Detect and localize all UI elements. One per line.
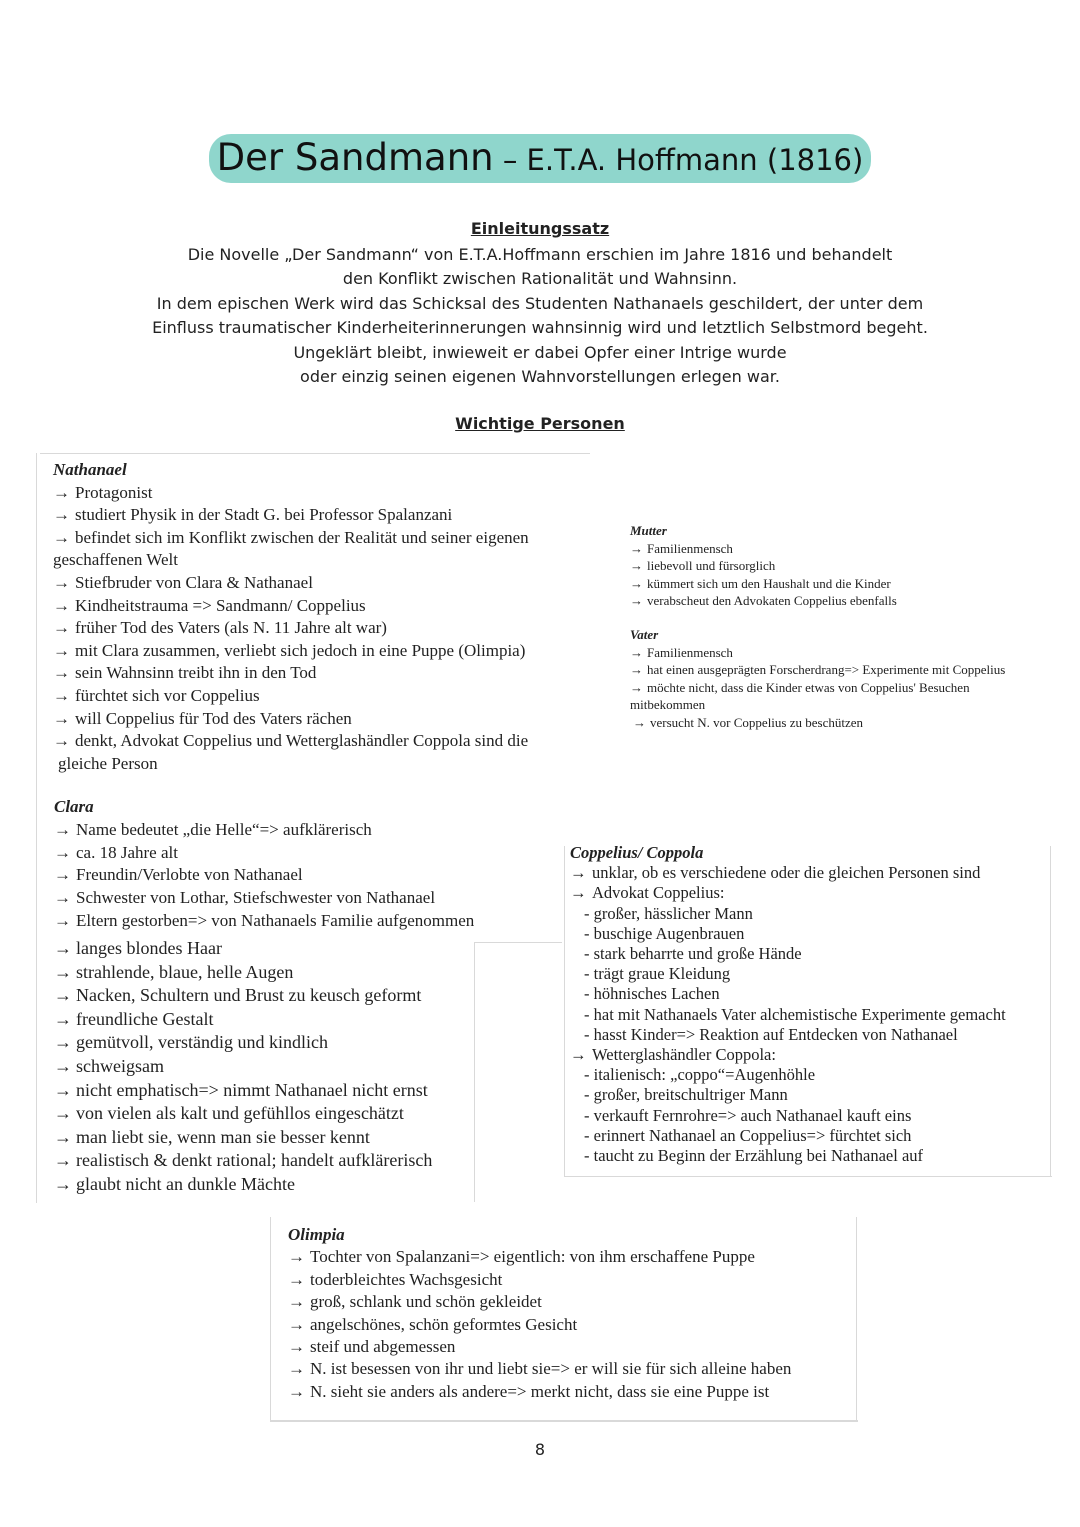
arrow-icon: → — [288, 1247, 305, 1267]
list-item: → will Coppelius für Tod des Vaters rächen — [53, 708, 529, 731]
sub-item: - erinnert Nathanael an Coppelius=> fürchtet sich — [584, 1125, 912, 1145]
arrow-icon: → — [630, 644, 643, 660]
arrow-icon: → — [54, 1079, 72, 1100]
nathanael-heading: Nathanael — [53, 460, 127, 479]
sub-item: - großer, breitschultriger Mann — [584, 1085, 788, 1105]
arrow-icon: → — [54, 1103, 72, 1124]
page-number: 8 — [534, 1440, 546, 1459]
intro-heading: Einleitungssatz — [470, 219, 610, 238]
list-item: → freundliche Gestalt — [54, 1008, 432, 1032]
list-item: → versucht N. vor Coppelius zu beschützen — [633, 714, 864, 730]
sub-item: - verkauft Fernrohre=> auch Nathanael kauft eins — [584, 1105, 912, 1125]
intro-line: den Konflikt zwischen Rationalität und Wahnsinn. — [342, 269, 738, 289]
list-item: → schweigsam — [54, 1055, 432, 1079]
list-item-continuation: mitbekommen — [630, 697, 706, 712]
box-border — [270, 1217, 271, 1422]
list-item: → Schwester von Lothar, Stiefschwester von Nathanael — [54, 887, 474, 910]
arrow-icon: → — [53, 572, 70, 592]
arrow-icon: → — [570, 883, 587, 903]
arrow-icon: → — [54, 1008, 72, 1029]
arrow-icon: → — [288, 1337, 305, 1357]
clara-section — [54, 796, 474, 933]
arrow-icon: → — [633, 714, 646, 730]
list-item: → langes blondes Haar — [54, 937, 432, 961]
olimpia-heading: Olimpia — [288, 1225, 345, 1244]
box-border — [270, 1420, 858, 1422]
box-border — [564, 846, 565, 1176]
arrow-icon: → — [54, 910, 71, 930]
list-item-continuation: gleiche Person — [58, 753, 158, 773]
box-border — [856, 1217, 857, 1422]
clara-heading: Clara — [54, 797, 94, 816]
arrow-icon: → — [53, 595, 70, 615]
list-item: → strahlende, blaue, helle Augen — [54, 961, 432, 985]
sub-item: - taucht zu Beginn der Erzählung bei Nathanael auf — [584, 1146, 924, 1166]
vater-section — [630, 626, 1005, 731]
box-border — [474, 942, 475, 1202]
sub-item: - hasst Kinder=> Reaktion auf Entdecken von Nathanael — [584, 1024, 958, 1044]
list-item: → kümmert sich um den Haushalt und die Kinder — [630, 575, 891, 591]
coppelius-section — [570, 843, 1006, 1166]
arrow-icon: → — [570, 863, 587, 883]
mutter-heading: Mutter — [630, 523, 667, 538]
list-item: → von vielen als kalt und gefühllos eingeschätzt — [54, 1102, 432, 1126]
list-item: → Tochter von Spalanzani=> eigentlich: von ihm erschaffene Puppe — [288, 1246, 791, 1268]
arrow-icon: → — [54, 1173, 72, 1194]
arrow-icon: → — [53, 731, 70, 751]
intro-line: Einfluss traumatischer Kinderheiterinnerungen wahnsinnig wird und letztlich Selbstmord begeht. — [152, 318, 928, 338]
list-item: → Stiefbruder von Clara & Nathanael — [53, 572, 529, 595]
list-item: → Nacken, Schultern und Brust zu keusch geformt — [54, 984, 432, 1008]
arrow-icon: → — [53, 685, 70, 705]
arrow-icon: → — [630, 558, 643, 573]
list-item: → Name bedeutet „die Helle“=> aufklärerisch — [54, 819, 474, 842]
list-item: → Advokat Coppelius: — [570, 883, 725, 903]
olimpia-section — [288, 1224, 791, 1403]
sub-item: - italienisch: „coppo“=Augenhöhle — [584, 1065, 816, 1085]
box-border — [1050, 846, 1051, 1176]
list-item: → liebevoll und fürsorglich — [630, 558, 776, 573]
list-item: → Protagonist — [53, 482, 529, 505]
list-item: → nicht emphatisch=> nimmt Nathanael nicht ernst — [54, 1079, 432, 1103]
list-item: → Familienmensch — [630, 644, 733, 660]
box-border — [564, 1176, 1052, 1177]
arrow-icon: → — [53, 618, 70, 638]
page-title — [0, 134, 1080, 183]
sub-item: - hat mit Nathanaels Vater alchemistische Experimente gemacht — [584, 1004, 1006, 1024]
sub-item: - stark beharrte und große Hände — [584, 944, 802, 964]
sub-item: - höhnisches Lachen — [584, 984, 720, 1004]
list-item: → fürchtet sich vor Coppelius — [53, 685, 529, 708]
list-item: → Wetterglashändler Coppola: — [570, 1045, 776, 1065]
vater-heading: Vater — [630, 627, 659, 642]
sub-item: - trägt graue Kleidung — [584, 964, 731, 984]
arrow-icon: → — [53, 505, 70, 525]
arrow-icon: → — [53, 663, 70, 683]
title-main: Der Sandmann — [216, 136, 494, 179]
arrow-icon: → — [630, 593, 643, 608]
title-highlight — [209, 134, 872, 183]
intro-line: In dem epischen Werk wird das Schicksal des Studenten Nathanaels geschildert, der unter dem — [156, 293, 924, 313]
arrow-icon: → — [54, 1150, 72, 1171]
list-item: → gemütvoll, verständig und kindlich — [54, 1031, 432, 1055]
intro-line: oder einzig seinen eigenen Wahnvorstellungen erlegen war. — [300, 367, 780, 387]
arrow-icon: → — [288, 1314, 305, 1334]
arrow-icon: → — [630, 662, 643, 677]
arrow-icon: → — [288, 1359, 305, 1379]
arrow-icon: → — [288, 1269, 305, 1289]
list-item: → man liebt sie, wenn man sie besser kennt — [54, 1126, 432, 1150]
list-item-continuation: geschaffenen Welt — [53, 550, 178, 570]
list-item: → N. ist besessen von ihr und liebt sie=> er will sie für sich alleine haben — [288, 1358, 791, 1380]
list-item: → Familienmensch — [630, 540, 733, 556]
list-item: → hat einen ausgeprägten Forscherdrang=> Experimente mit Coppelius — [630, 662, 1006, 677]
clara-appearance-section — [54, 937, 432, 1197]
list-item: → befindet sich im Konflikt zwischen der Realität und seiner eigenen — [53, 527, 529, 550]
list-item: → studiert Physik in der Stadt G. bei Professor Spalanzani — [53, 504, 529, 527]
list-item: → sein Wahnsinn treibt ihn in den Tod — [53, 662, 529, 685]
list-item: → unklar, ob es verschiedene oder die gleichen Personen sind — [570, 863, 981, 883]
arrow-icon: → — [288, 1292, 305, 1312]
box-border — [40, 453, 590, 454]
arrow-icon: → — [53, 640, 70, 660]
title-author-year: – E.T.A. Hoffmann (1816) — [493, 143, 864, 177]
arrow-icon: → — [54, 865, 71, 885]
arrow-icon: → — [54, 1055, 72, 1076]
arrow-icon: → — [288, 1381, 305, 1401]
persons-heading: Wichtige Personen — [455, 414, 625, 433]
coppelius-heading: Coppelius/ Coppola — [570, 843, 704, 862]
nathanael-section — [53, 459, 529, 775]
list-item: → steif und abgemessen — [288, 1336, 791, 1358]
list-item: → Eltern gestorben=> von Nathanaels Familie aufgenommen — [54, 910, 474, 933]
arrow-icon: → — [570, 1045, 587, 1065]
arrow-icon: → — [53, 482, 70, 502]
list-item: → realistisch & denkt rational; handelt aufklärerisch — [54, 1149, 432, 1173]
list-item: → N. sieht sie anders als andere=> merkt nicht, dass sie eine Puppe ist — [288, 1381, 791, 1403]
list-item: → mit Clara zusammen, verliebt sich jedoch in eine Puppe (Olimpia) — [53, 640, 529, 663]
list-item: → angelschönes, schön geformtes Gesicht — [288, 1314, 791, 1336]
list-item: → glaubt nicht an dunkle Mächte — [54, 1173, 432, 1197]
arrow-icon: → — [54, 819, 71, 839]
arrow-icon: → — [54, 1126, 72, 1147]
list-item: → Freundin/Verlobte von Nathanael — [54, 864, 474, 887]
box-border — [474, 942, 562, 943]
arrow-icon: → — [53, 708, 70, 728]
list-item: → toderbleichtes Wachsgesicht — [288, 1269, 791, 1291]
list-item: → groß, schlank und schön gekleidet — [288, 1291, 791, 1313]
arrow-icon: → — [54, 1032, 72, 1053]
intro-line: Die Novelle „Der Sandmann“ von E.T.A.Hoffmann erschien im Jahre 1816 und behandelt — [187, 245, 893, 264]
list-item: → verabscheut den Advokaten Coppelius ebenfalls — [630, 593, 897, 608]
sub-item: - großer, hässlicher Mann — [584, 903, 753, 923]
list-item: → denkt, Advokat Coppelius und Wetterglashändler Coppola sind die — [53, 730, 529, 753]
arrow-icon: → — [630, 540, 643, 556]
intro-line: Ungeklärt bleibt, inwieweit er dabei Opfer einer Intrige wurde — [293, 342, 787, 362]
arrow-icon: → — [630, 679, 643, 695]
list-item: → möchte nicht, dass die Kinder etwas von Coppelius' Besuchen — [630, 679, 970, 695]
arrow-icon: → — [54, 985, 72, 1006]
sub-item: - buschige Augenbrauen — [584, 923, 745, 943]
list-item: → Kindheitstrauma => Sandmann/ Coppelius — [53, 595, 529, 618]
arrow-icon: → — [54, 842, 71, 862]
mutter-section — [630, 522, 897, 610]
arrow-icon: → — [630, 575, 643, 591]
box-border — [36, 453, 37, 1203]
arrow-icon: → — [54, 961, 72, 982]
list-item: → ca. 18 Jahre alt — [54, 842, 474, 865]
arrow-icon: → — [54, 938, 72, 958]
list-item: → früher Tod des Vaters (als N. 11 Jahre alt war) — [53, 617, 529, 640]
arrow-icon: → — [53, 527, 70, 547]
intro-paragraph — [80, 243, 1000, 389]
arrow-icon: → — [54, 888, 71, 908]
